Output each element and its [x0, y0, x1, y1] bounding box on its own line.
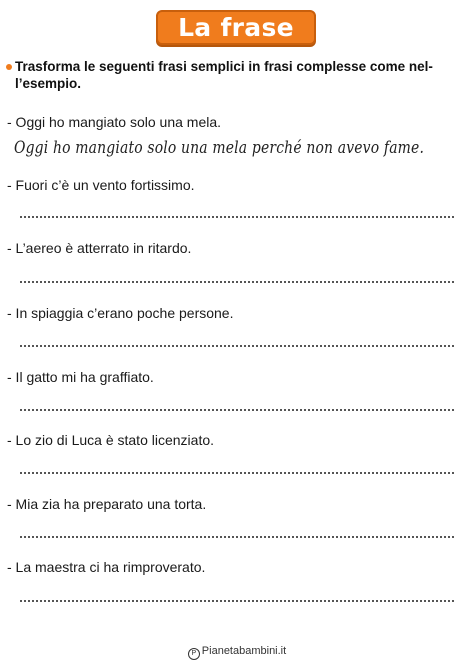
answer-line-3[interactable] [20, 281, 454, 283]
answer-line-7[interactable] [20, 536, 454, 538]
answer-line-6[interactable] [20, 472, 454, 474]
answer-line-8[interactable] [20, 600, 454, 602]
instruction [6, 58, 468, 92]
exercise-sentence-3: - L’aereo è atterrato in ritardo. [7, 240, 192, 256]
exercise-sentence-4: - In spiaggia c’erano poche persone. [7, 305, 234, 321]
copyright-icon: P [188, 648, 200, 660]
answer-line-5[interactable] [20, 409, 454, 411]
exercise-sentence-6: - Lo zio di Luca è stato licenziato. [7, 432, 215, 448]
footer-text: Pianetabambini.it [201, 645, 287, 657]
instruction-line-1: Trasforma le seguenti frasi semplici in frasi complesse come nel- [15, 59, 433, 74]
footer [0, 645, 474, 660]
instruction-line-2: l’esempio. [15, 76, 82, 91]
exercise-sentence-7: - Mia zia ha preparato una torta. [7, 496, 207, 512]
exercise-sentence-2: - Fuori c’è un vento fortissimo. [7, 177, 195, 193]
bullet-icon [6, 64, 12, 70]
example-answer: Oggi ho mangiato solo una mela perché non avevo fame. [14, 138, 425, 158]
exercise-sentence-1: - Oggi ho mangiato solo una mela. [7, 114, 222, 130]
exercise-sentence-5: - Il gatto mi ha graffiato. [7, 369, 154, 385]
title-banner [156, 10, 316, 45]
exercise-sentence-8: - La maestra ci ha rimproverato. [7, 559, 206, 575]
page-title: La frase [178, 13, 294, 42]
answer-line-4[interactable] [20, 345, 454, 347]
answer-line-2[interactable] [20, 216, 454, 218]
